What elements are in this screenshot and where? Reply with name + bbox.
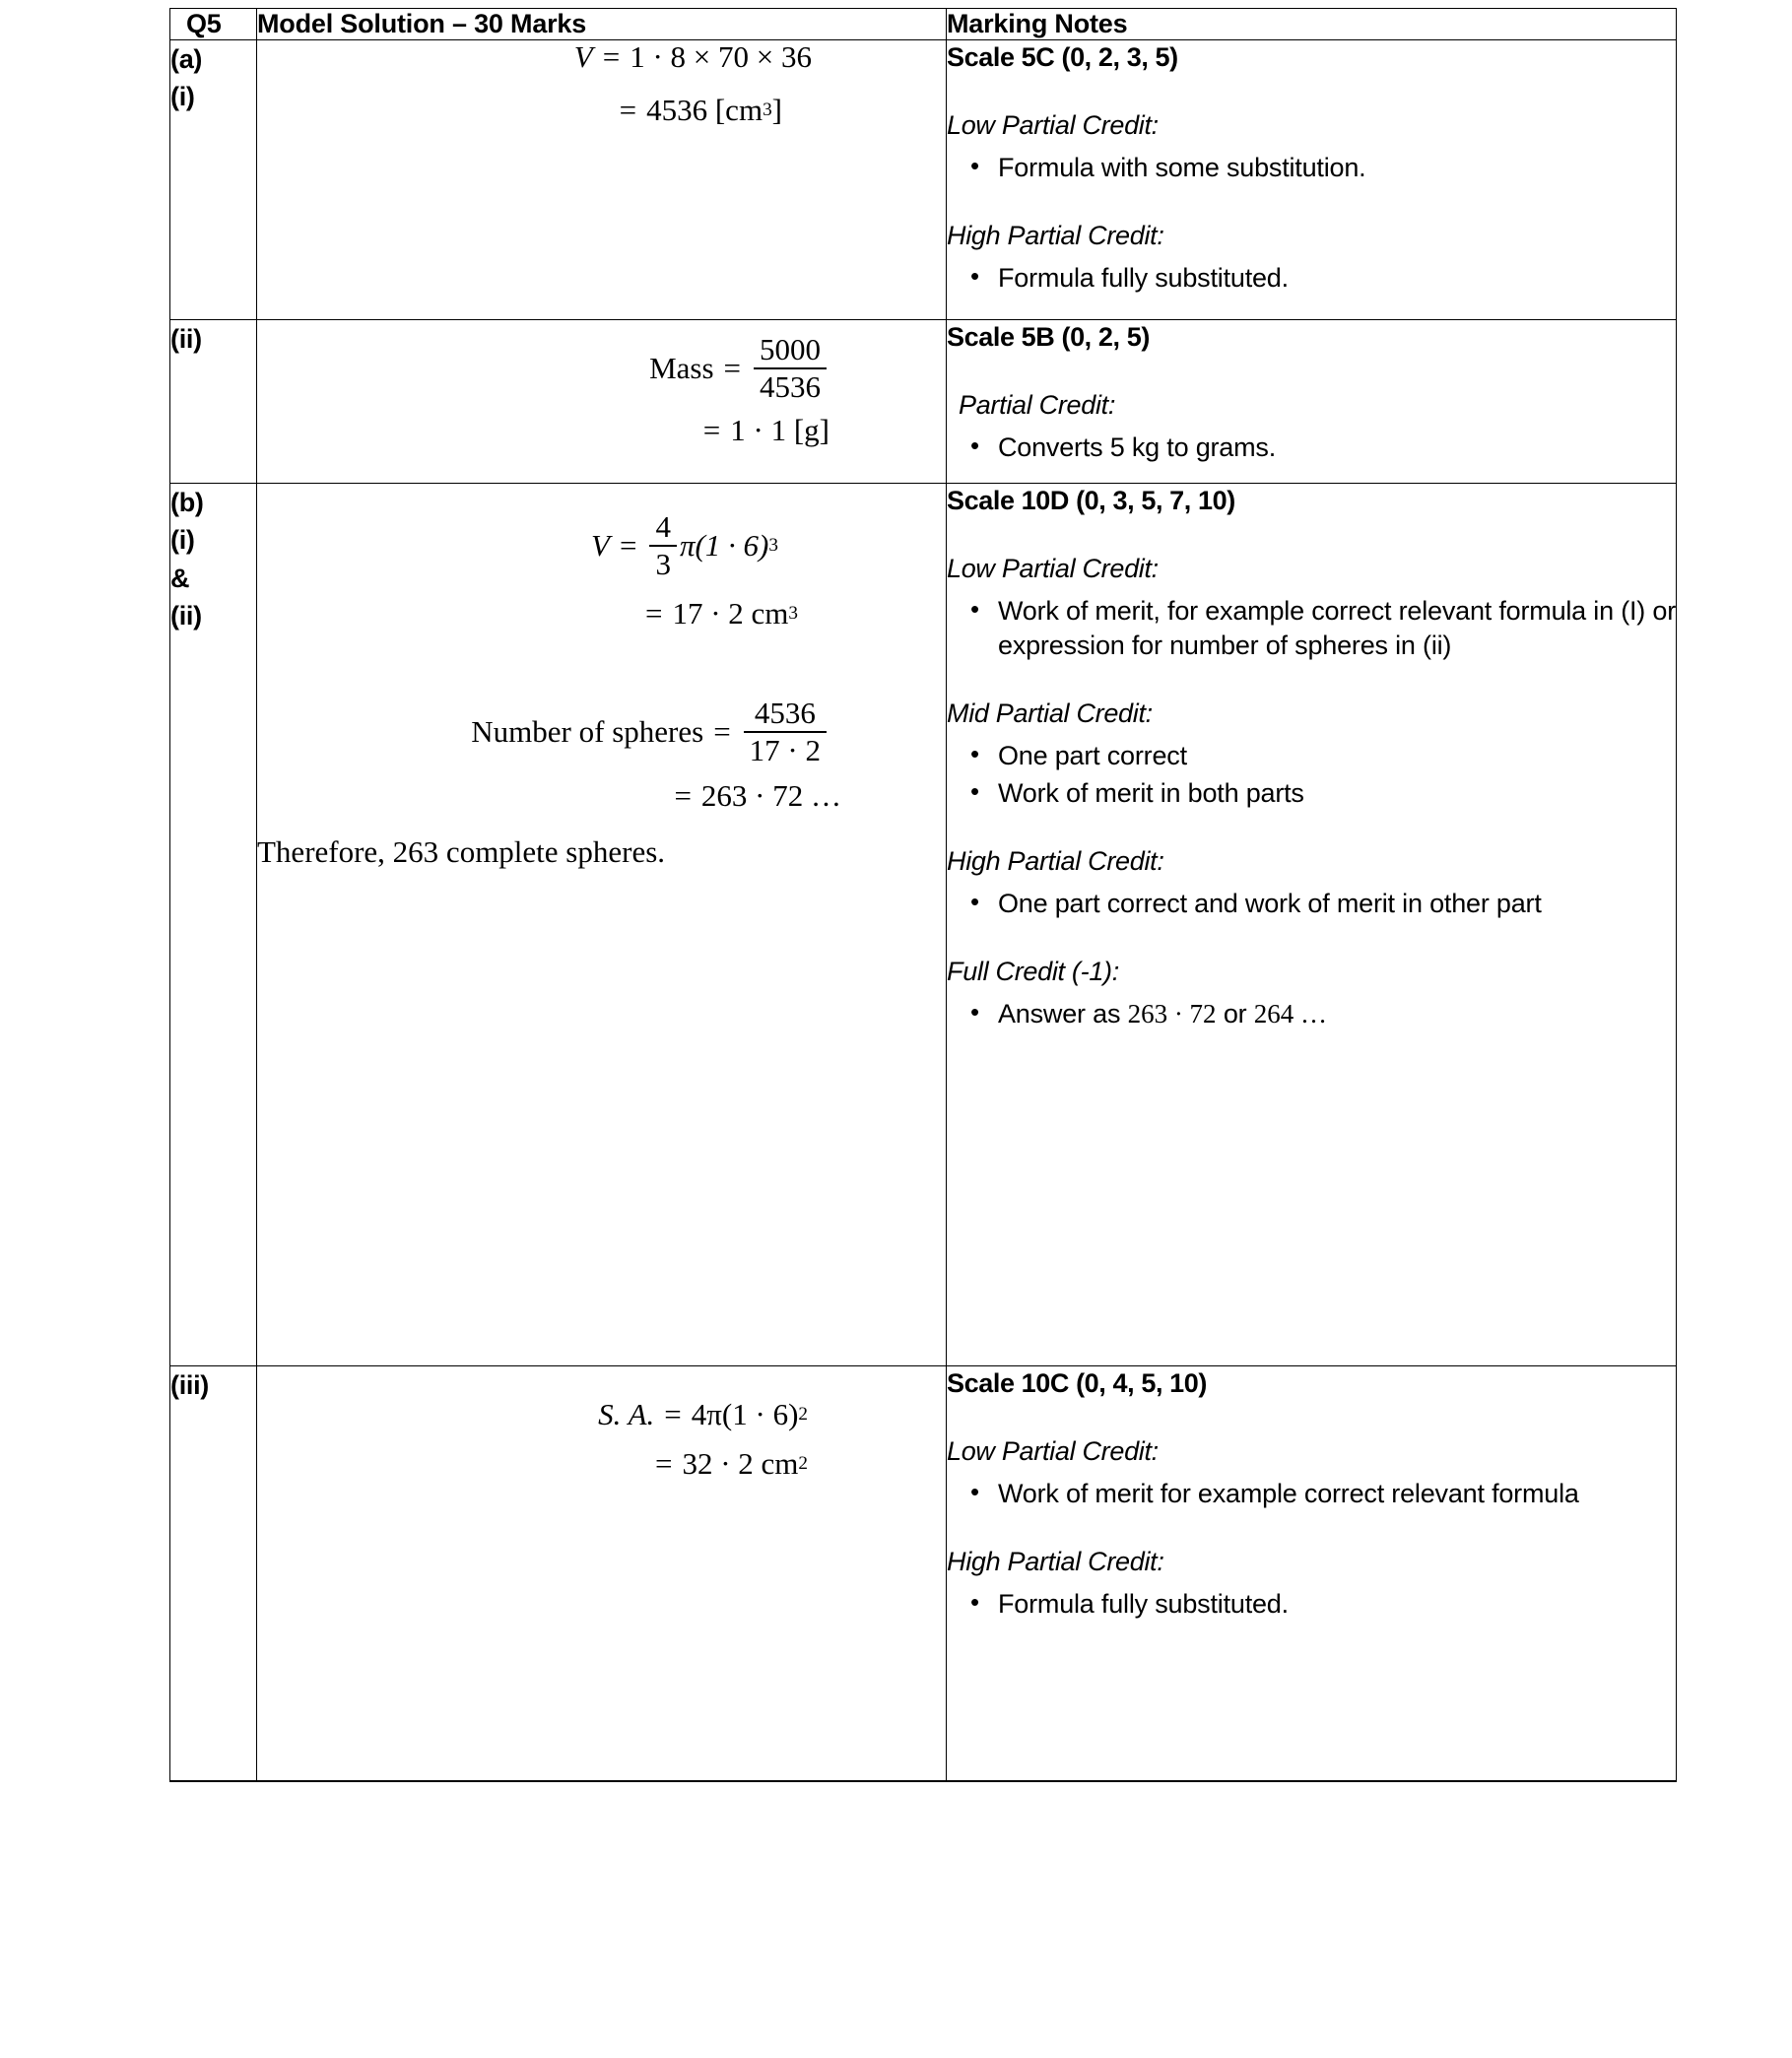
solution-cell-b xyxy=(257,484,947,1366)
bullet-value-alternate: 264 … xyxy=(1253,998,1328,1029)
math-label-number-of-spheres: Number of spheres xyxy=(471,714,704,750)
label-part: (ii) xyxy=(170,324,202,354)
fraction-numerator: 4 xyxy=(655,509,671,544)
table-row-b xyxy=(170,484,1677,1366)
credit-heading: High Partial Credit: xyxy=(947,1547,1164,1577)
solution-conclusion: Therefore, 263 complete spheres. xyxy=(257,833,666,869)
credit-bullet-list xyxy=(947,1477,1676,1511)
list-item xyxy=(947,997,1676,1031)
credit-group xyxy=(947,219,1676,296)
math-equals: = xyxy=(702,412,721,447)
fraction-numerator: 4536 xyxy=(754,695,816,730)
fraction-denominator: 3 xyxy=(649,545,677,581)
math-sphere-volume: V = $\frac{4}{3}$ π(1 · 6) 3 = 17 · 2 cm 3 Number of spheres = $\frac{4536}{17 \cdot 2}$ = 263 · 72 … xyxy=(471,509,841,813)
notes-cell-a-i xyxy=(947,40,1677,320)
list-item: • Work of merit in both parts xyxy=(947,776,1676,811)
fraction-denominator: 17 · 2 xyxy=(744,731,827,767)
math-symbol-V: V xyxy=(591,528,610,564)
scale-heading: Scale 5B (0, 2, 5) xyxy=(947,322,1150,352)
math-equals: = xyxy=(723,351,741,386)
scale-heading: Scale 5C (0, 2, 3, 5) xyxy=(947,42,1178,72)
label-part: (b) xyxy=(170,488,204,517)
credit-group xyxy=(947,552,1676,663)
credit-heading: High Partial Credit: xyxy=(947,845,1164,876)
math-equals: = xyxy=(674,777,692,813)
header-row xyxy=(170,9,1677,40)
list-item: • Formula fully substituted. xyxy=(947,1587,1676,1622)
list-item: • One part correct and work of merit in other part xyxy=(947,887,1676,921)
notes-cell-a-ii xyxy=(947,320,1677,484)
row-label-a-i xyxy=(170,40,257,320)
math-fraction xyxy=(754,334,827,404)
solution-cell-a-i xyxy=(257,40,947,320)
scale-heading: Scale 10D (0, 3, 5, 7, 10) xyxy=(947,486,1235,515)
list-item: • Formula fully substituted. xyxy=(947,261,1676,296)
credit-group xyxy=(947,697,1676,810)
credit-heading: Low Partial Credit: xyxy=(947,1436,1159,1467)
solution-cell-a-ii xyxy=(257,320,947,484)
list-item: • Formula with some substitution. xyxy=(947,151,1676,185)
math-result-value: 32 · 2 cm xyxy=(682,1446,799,1482)
table-row-a-i xyxy=(170,40,1677,320)
math-equals: = xyxy=(664,1397,682,1431)
credit-heading: Mid Partial Credit: xyxy=(947,698,1153,729)
table-row-a-ii xyxy=(170,320,1677,484)
credit-bullet-list xyxy=(947,887,1676,921)
bullet-text-prefix: Answer as xyxy=(998,998,1128,1029)
math-mass-calculation xyxy=(257,334,946,447)
row-label-b xyxy=(170,484,257,1366)
marking-scheme-table xyxy=(169,8,1677,1782)
bullet-value-primary: 263 · 72 xyxy=(1127,998,1217,1029)
math-result-value: 17 · 2 cm xyxy=(672,595,789,631)
scale-heading: Scale 10C (0, 4, 5, 10) xyxy=(947,1368,1207,1398)
math-surface-area: S. A. = 4π(1 · 6) 2 = 32 · 2 cm 2 xyxy=(598,1397,808,1482)
math-expression: 4π(1 · 6) xyxy=(691,1397,799,1431)
header-marking-notes: Marking Notes xyxy=(947,9,1677,40)
credit-bullet-list xyxy=(947,151,1676,185)
credit-heading: Low Partial Credit: xyxy=(947,110,1159,141)
label-part: (i) xyxy=(170,82,195,112)
credit-heading: High Partial Credit: xyxy=(947,221,1164,251)
notes-cell-b-iii xyxy=(947,1366,1677,1782)
table-header xyxy=(170,9,1677,40)
math-expression: π(1 · 6) xyxy=(679,528,769,564)
math-equals: = xyxy=(644,595,663,631)
credit-group xyxy=(947,1545,1676,1622)
notes-cell-b xyxy=(947,484,1677,1366)
math-result-value: 1 · 1 [g] xyxy=(730,412,830,447)
math-volume-cuboid: V = 1 · 8 × 70 × 36 = 4536 [cm 3 ] xyxy=(573,39,812,128)
row-label-a-ii xyxy=(170,320,257,484)
credit-bullet-list xyxy=(947,997,1676,1031)
credit-bullet-list xyxy=(947,739,1676,810)
row-label-b-iii xyxy=(170,1366,257,1782)
credit-heading: Low Partial Credit: xyxy=(947,554,1159,584)
math-expression: 1 · 8 × 70 × 36 xyxy=(630,39,812,74)
math-equals: = xyxy=(619,528,637,564)
credit-heading: Full Credit (-1): xyxy=(947,956,1119,986)
label-part: (iii) xyxy=(170,1370,209,1400)
credit-bullet-list xyxy=(947,261,1676,296)
list-item: • Converts 5 kg to grams. xyxy=(947,431,1676,465)
list-item: • Work of merit for example correct relevant formula xyxy=(947,1477,1676,1511)
math-result-value: 263 · 72 … xyxy=(700,777,841,813)
math-result-value: 4536 [cm xyxy=(646,93,763,128)
credit-bullet-list xyxy=(947,431,1676,465)
label-part: (i) xyxy=(170,525,195,556)
math-fraction xyxy=(649,511,677,581)
list-item: • One part correct xyxy=(947,739,1676,773)
bullet-text-mid: or xyxy=(1216,998,1254,1029)
header-model-solution: Model Solution – 30 Marks xyxy=(257,9,947,40)
solution-cell-b-iii xyxy=(257,1366,947,1782)
header-question: Q5 xyxy=(170,9,257,40)
math-symbol-V: V xyxy=(573,39,593,74)
credit-group xyxy=(947,108,1676,185)
math-equals: = xyxy=(619,93,637,128)
math-fraction xyxy=(744,697,827,767)
credit-bullet-list xyxy=(947,594,1676,663)
math-label-surface-area: S. A. xyxy=(598,1397,655,1431)
fraction-denominator: 4536 xyxy=(754,367,827,404)
credit-group xyxy=(947,844,1676,921)
credit-group xyxy=(947,955,1676,1031)
credit-group xyxy=(947,388,1676,465)
math-equals: = xyxy=(713,714,731,750)
fraction-numerator: 5000 xyxy=(760,332,821,366)
table-row-b-iii xyxy=(170,1366,1677,1782)
credit-group xyxy=(947,1434,1676,1511)
math-equals: = xyxy=(654,1446,673,1482)
label-part: (ii) xyxy=(170,600,202,631)
credit-bullet-list xyxy=(947,1587,1676,1622)
list-item: • Work of merit, for example correct relevant formula in (I) or expression for number of spheres in (ii) xyxy=(947,594,1676,663)
label-part: & xyxy=(170,563,190,593)
math-label-mass: Mass xyxy=(649,351,714,386)
credit-heading: Partial Credit: xyxy=(959,390,1116,421)
label-part: (a) xyxy=(170,44,203,74)
math-bracket-close: ] xyxy=(771,93,782,128)
math-equals: = xyxy=(602,39,621,74)
